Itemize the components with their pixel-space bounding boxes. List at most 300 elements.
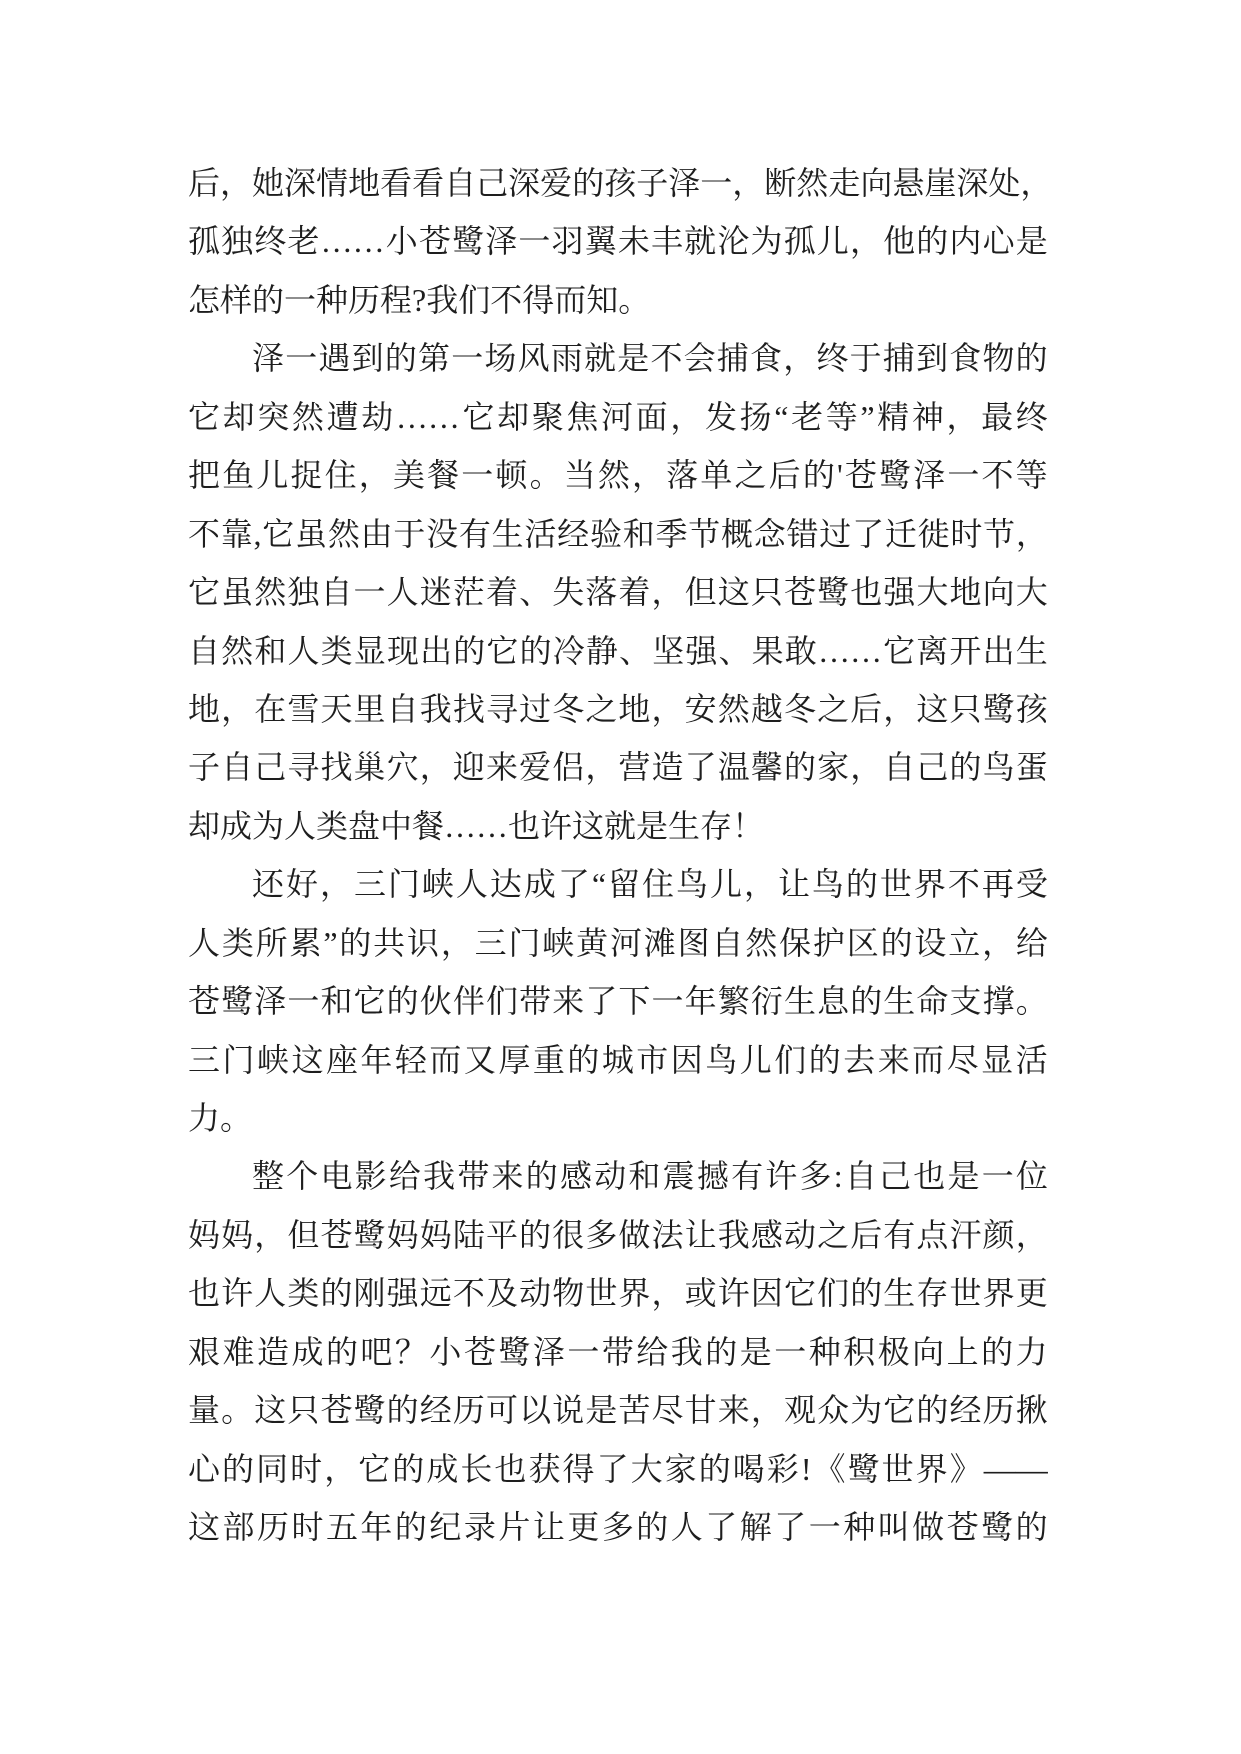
text-char: 然 — [327, 515, 360, 552]
text-char: 鹭 — [847, 1450, 880, 1487]
text-char: 静 — [585, 632, 618, 669]
text-char: 也 — [913, 1158, 946, 1195]
text-char: 己 — [254, 749, 287, 786]
text-char: 和 — [628, 1158, 661, 1195]
text-char: 座 — [325, 1041, 358, 1078]
text-char: 落 — [666, 457, 699, 494]
text-char: 。 — [1015, 983, 1048, 1020]
text-char: 心 — [188, 1450, 221, 1487]
text-char: 的 — [394, 1509, 427, 1546]
text-char: ' — [836, 457, 843, 494]
text-char: 处 — [988, 165, 1021, 201]
text-char: 说 — [552, 1392, 585, 1429]
text-char: 物 — [982, 340, 1015, 377]
text-char: 。 — [529, 457, 562, 494]
text-char: 们 — [485, 983, 518, 1020]
text-char: 自 — [844, 1158, 877, 1195]
text-char: 尽 — [946, 1041, 979, 1078]
text-char: 滩 — [643, 924, 676, 961]
text-char: 三 — [474, 924, 507, 961]
text-char: 类 — [287, 1275, 320, 1312]
text-char: 我 — [419, 690, 452, 727]
text-char: 来 — [552, 983, 585, 1020]
text-char: 深 — [284, 165, 317, 201]
text-char: 为 — [750, 223, 783, 260]
text-char: 了 — [684, 749, 717, 786]
text-char: 难 — [222, 1333, 255, 1370]
text-char: 走 — [828, 165, 861, 201]
text-char: 同 — [256, 1450, 289, 1487]
text-char: 孩 — [1015, 690, 1048, 727]
text-char: 最 — [981, 398, 1014, 435]
text-char: 的 — [519, 1216, 552, 1253]
text-char: 因 — [670, 1041, 703, 1078]
text-char: 点 — [916, 1216, 949, 1253]
text-char: 带 — [457, 1158, 490, 1195]
text-char: 向 — [982, 574, 1015, 611]
text-line — [188, 446, 1048, 504]
text-char: 家 — [664, 1450, 697, 1487]
text-line — [188, 1031, 1048, 1089]
text-char: 一 — [947, 457, 980, 494]
text-char: 鹭 — [353, 1392, 386, 1429]
text-char: 崖 — [924, 165, 957, 201]
text-char: 冬 — [783, 690, 816, 727]
text-char: 后 — [768, 457, 801, 494]
text-char: 当 — [563, 457, 596, 494]
text-char: 带 — [601, 1333, 634, 1370]
text-char: ， — [883, 690, 916, 727]
text-char: ， — [419, 749, 452, 786]
text-char: 息 — [817, 983, 850, 1020]
text-char: 河 — [609, 924, 642, 961]
text-char: 冷 — [552, 632, 585, 669]
text-char: 众 — [817, 1392, 850, 1429]
text-char: 保 — [779, 924, 812, 961]
text-char: 累 — [289, 924, 322, 961]
text-char: 许 — [765, 1158, 798, 1195]
text-char: 第 — [418, 340, 451, 377]
text-char: 许 — [717, 1275, 750, 1312]
text-char: 所 — [255, 924, 288, 961]
text-char: 然 — [291, 398, 324, 435]
text-char: 我 — [423, 1158, 456, 1195]
text-char: 喝 — [732, 1450, 765, 1487]
text-char: 这 — [717, 574, 750, 611]
text-char: 鹭 — [452, 223, 485, 260]
text-char: ， — [750, 1392, 783, 1429]
text-char: 然 — [745, 924, 778, 961]
text-char: 区 — [846, 924, 879, 961]
text-char: ， — [670, 398, 703, 435]
text-char: 没 — [426, 515, 459, 552]
text-char: 显 — [353, 632, 386, 669]
text-char: 孤 — [188, 223, 221, 260]
text-char: 突 — [257, 398, 290, 435]
text-char: 我 — [717, 1216, 750, 1253]
text-char: 五 — [325, 1509, 358, 1546]
text-char: 一 — [287, 983, 320, 1020]
text-char: 聚 — [531, 398, 564, 435]
text-char: 活 — [1015, 1041, 1048, 1078]
text-char: 落 — [585, 574, 618, 611]
text-char: 是 — [617, 340, 650, 377]
text-char: 经 — [557, 515, 590, 552]
text-char: 年 — [684, 983, 717, 1020]
text-line — [188, 1498, 1048, 1556]
text-char: 劫 — [361, 398, 394, 435]
text-char: 断 — [764, 165, 797, 201]
text-char: 着 — [618, 574, 651, 611]
text-char: 靠 — [220, 515, 253, 552]
text-char: 一 — [651, 983, 684, 1020]
text-char: 蛋 — [1015, 749, 1048, 786]
text-char: 的 — [325, 1333, 358, 1370]
text-char: 一 — [567, 1333, 600, 1370]
text-char: 雪 — [287, 690, 320, 727]
text-char: 深 — [956, 165, 989, 201]
text-char: ， — [440, 924, 473, 961]
text-char: 生 — [1015, 632, 1048, 669]
text-char: 节 — [688, 515, 721, 552]
text-char: 鸟 — [705, 1041, 738, 1078]
text-char: 让 — [532, 1509, 565, 1546]
text-char: 叫 — [877, 1509, 910, 1546]
text-char: 的 — [845, 866, 878, 903]
text-line: 怎样的一种历程?我们不得而知。 — [188, 281, 651, 318]
text-char: 平 — [485, 1216, 518, 1253]
text-char: 人 — [455, 866, 488, 903]
text-char: 门 — [387, 866, 420, 903]
text-char: 录 — [463, 1509, 496, 1546]
text-char: 观 — [783, 1392, 816, 1429]
text-char: 小 — [385, 223, 418, 260]
text-char: 让 — [777, 866, 810, 903]
text-char: 下 — [618, 983, 651, 1020]
text-char: 泽 — [532, 1333, 565, 1370]
text-char: ， — [632, 457, 665, 494]
text-char: 法 — [651, 1216, 684, 1253]
text-char: 远 — [419, 1275, 452, 1312]
text-char: —— — [983, 1450, 1048, 1487]
text-char: 自 — [883, 749, 916, 786]
text-line — [188, 329, 1048, 387]
text-char: 等 — [825, 398, 858, 435]
text-char: ， — [783, 340, 816, 377]
text-char: 界 — [618, 1275, 651, 1312]
text-char: 苍 — [946, 1509, 979, 1546]
text-char: 了 — [585, 983, 618, 1020]
text-char: 自 — [221, 749, 254, 786]
text-char: 鹭 — [353, 1216, 386, 1253]
text-char: 儿 — [709, 866, 742, 903]
text-char: 焦 — [566, 398, 599, 435]
text-line — [188, 563, 1048, 621]
text-char: 人 — [188, 924, 221, 961]
text-line — [188, 1206, 1048, 1264]
text-char: 老 — [791, 398, 824, 435]
text-char: 而 — [912, 1041, 945, 1078]
text-char: 有 — [883, 1216, 916, 1253]
text-char: 一 — [518, 223, 551, 260]
text-char: 鸟 — [675, 866, 708, 903]
text-char: ， — [651, 690, 684, 727]
text-char: 鹭 — [498, 1333, 531, 1370]
text-char: 季 — [655, 515, 688, 552]
text-char: 撼 — [696, 1158, 729, 1195]
text-char: 开 — [949, 632, 982, 669]
text-char: 迷 — [419, 574, 452, 611]
text-char: 泽 — [913, 457, 946, 494]
text-char: 念 — [753, 515, 786, 552]
text-char: 神 — [911, 398, 944, 435]
text-char: 却 — [222, 398, 255, 435]
text-char: 种 — [808, 1333, 841, 1370]
text-char: 己 — [916, 749, 949, 786]
text-char: 多 — [601, 1509, 634, 1546]
text-char: 的 — [802, 457, 835, 494]
text-char: 的 — [850, 983, 883, 1020]
text-char: 场 — [484, 340, 517, 377]
text-char: 苍 — [320, 1392, 353, 1429]
text-char: 成 — [426, 1450, 459, 1487]
text-char: 给 — [388, 1158, 421, 1195]
text-char: 这 — [254, 1392, 287, 1429]
text-char: 一 — [774, 1333, 807, 1370]
text-char: 妈 — [221, 1216, 254, 1253]
text-char: 温 — [717, 749, 750, 786]
text-char: 出 — [420, 632, 453, 669]
text-char: 护 — [812, 924, 845, 961]
text-char: 翼 — [584, 223, 617, 260]
text-char: 鹭 — [982, 690, 1015, 727]
text-char: 城 — [601, 1041, 634, 1078]
text-char: ， — [358, 457, 391, 494]
text-char: 有 — [458, 515, 491, 552]
text-char: 一 — [461, 457, 494, 494]
text-char: 寻 — [287, 749, 320, 786]
text-char: 个 — [286, 1158, 319, 1195]
text-char: 类 — [221, 924, 254, 961]
text-char: 迎 — [452, 749, 485, 786]
text-char: 爱 — [519, 749, 552, 786]
text-char: ” — [860, 398, 875, 435]
text-line — [188, 1147, 1048, 1205]
text-char: 妈 — [419, 1216, 452, 1253]
text-char: 的 — [698, 1450, 731, 1487]
text-char: 自 — [386, 690, 419, 727]
text-char: 刚 — [353, 1275, 386, 1312]
text-char: 和 — [320, 983, 353, 1020]
text-char: 食 — [750, 340, 783, 377]
text-char: 人 — [386, 574, 419, 611]
text-char: 节 — [983, 515, 1016, 552]
text-char: 共 — [373, 924, 406, 961]
text-char: 它 — [358, 1450, 391, 1487]
text-char: 不 — [188, 515, 221, 552]
text-char: 给 — [1015, 924, 1048, 961]
text-char: 的 — [916, 223, 949, 260]
text-char: 人 — [670, 1509, 703, 1546]
text-char: 精 — [877, 398, 910, 435]
text-char: 然 — [796, 165, 829, 201]
text-char: 之 — [817, 690, 850, 727]
text-char: 好 — [285, 866, 318, 903]
text-char: 。 — [221, 1392, 254, 1429]
text-char: 由 — [360, 515, 393, 552]
text-char: ， — [1015, 515, 1048, 552]
text-char: 孩 — [604, 165, 637, 201]
text-char: 捕 — [716, 340, 749, 377]
text-char: 雨 — [550, 340, 583, 377]
text-char: 》 — [949, 1450, 982, 1487]
text-char: 世 — [585, 1275, 618, 1312]
text-char: 终 — [1015, 398, 1048, 435]
text-char: ， — [849, 223, 882, 260]
text-char: : — [833, 1158, 843, 1195]
text-char: ， — [651, 574, 684, 611]
text-line — [188, 738, 1048, 796]
text-char: 地 — [188, 690, 221, 727]
text-char: 泽 — [668, 165, 701, 201]
text-char: 或 — [684, 1275, 717, 1312]
text-char: 了 — [705, 1509, 738, 1546]
text-char: 峡 — [256, 1041, 289, 1078]
text-char: 门 — [508, 924, 541, 961]
text-char: 苍 — [783, 574, 816, 611]
text-char: 轻 — [394, 1041, 427, 1078]
text-char: 的 — [1015, 340, 1048, 377]
text-line — [188, 505, 1048, 563]
document-text — [188, 154, 1053, 1557]
text-char: 受 — [1015, 866, 1048, 903]
text-char: 于 — [849, 340, 882, 377]
text-char: 泽 — [485, 223, 518, 260]
text-char: 失 — [552, 574, 585, 611]
text-char: 带 — [519, 983, 552, 1020]
text-char: 这 — [291, 1041, 324, 1078]
text-char: 穴 — [386, 749, 419, 786]
text-char: 然 — [717, 690, 750, 727]
text-char: ？ — [394, 1333, 427, 1370]
text-char: 这 — [188, 1509, 221, 1546]
text-char: 力 — [1015, 1333, 1048, 1370]
text-char: ， — [319, 866, 352, 903]
text-char: 到 — [916, 340, 949, 377]
text-char: 感 — [559, 1158, 592, 1195]
text-char: 三 — [353, 866, 386, 903]
text-char: 造 — [256, 1333, 289, 1370]
text-char: 自 — [711, 924, 744, 961]
text-char: 之 — [585, 690, 618, 727]
text-char: 爱 — [540, 165, 573, 201]
text-char: 大 — [630, 1450, 663, 1487]
text-char: 重 — [532, 1041, 565, 1078]
text-char: 极 — [877, 1333, 910, 1370]
text-char: 时 — [290, 1450, 323, 1487]
text-char: 然 — [221, 632, 254, 669]
text-line — [188, 212, 1048, 270]
text-char: 的 — [525, 1158, 558, 1195]
text-char: 给 — [636, 1333, 669, 1370]
text-char: 生 — [883, 1275, 916, 1312]
text-char: 内 — [949, 223, 982, 260]
text-char: 世 — [949, 1275, 982, 1312]
text-char: 来 — [877, 1041, 910, 1078]
text-char: 存 — [916, 1275, 949, 1312]
text-char: 概 — [721, 515, 754, 552]
text-char: 世 — [879, 866, 912, 903]
text-char: 种 — [843, 1509, 876, 1546]
text-char: 捉 — [290, 457, 323, 494]
text-char: 也 — [850, 574, 883, 611]
text-char: 《 — [813, 1450, 846, 1487]
text-char: 越 — [750, 690, 783, 727]
text-char: 解 — [739, 1509, 772, 1546]
text-char: 未 — [617, 223, 650, 260]
text-char: 、 — [519, 574, 552, 611]
text-char: …… — [395, 398, 460, 435]
text-char: …… — [320, 223, 385, 260]
text-char: 感 — [750, 1216, 783, 1253]
text-char: ， — [254, 1216, 287, 1253]
text-char: 她 — [252, 165, 285, 201]
text-line — [188, 154, 1053, 212]
text-char: 历 — [452, 1392, 485, 1429]
text-char: 迁 — [884, 515, 917, 552]
text-char: 还 — [252, 866, 285, 903]
text-char: 就 — [684, 223, 717, 260]
text-char: 羽 — [551, 223, 584, 260]
text-char: 寻 — [485, 690, 518, 727]
text-char: 河 — [601, 398, 634, 435]
text-char: 一 — [353, 574, 386, 611]
text-char: 终 — [254, 223, 287, 260]
text-char: 之 — [817, 1216, 850, 1253]
text-line: 力。 — [188, 1100, 253, 1136]
text-char: 风 — [517, 340, 550, 377]
text-char: 老 — [287, 223, 320, 260]
text-char: 只 — [750, 574, 783, 611]
text-char: 的 — [880, 924, 913, 961]
text-char: 悬 — [892, 165, 925, 201]
text-char: 又 — [463, 1041, 496, 1078]
text-char: 们 — [774, 1041, 807, 1078]
text-char: 儿 — [256, 457, 289, 494]
text-char: 部 — [222, 1509, 255, 1546]
text-char: 心 — [982, 223, 1015, 260]
text-char: 住 — [642, 866, 675, 903]
text-char: 遇 — [318, 340, 351, 377]
text-char: 去 — [843, 1041, 876, 1078]
text-char: ， — [220, 165, 253, 201]
text-char: 向 — [860, 165, 893, 201]
text-char: 等 — [1015, 457, 1048, 494]
text-char: 但 — [287, 1216, 320, 1253]
text-char: 向 — [912, 1333, 945, 1370]
text-char: 到 — [351, 340, 384, 377]
text-char: 也 — [494, 1450, 527, 1487]
text-char: 厚 — [498, 1041, 531, 1078]
text-char: 多 — [585, 1216, 618, 1253]
text-char: 识 — [406, 924, 439, 961]
text-char: 不 — [452, 1275, 485, 1312]
text-char: 独 — [287, 574, 320, 611]
text-char: 来 — [485, 749, 518, 786]
text-char: 黄 — [576, 924, 609, 961]
text-char: 它 — [188, 574, 221, 611]
text-char: 动 — [594, 1158, 627, 1195]
